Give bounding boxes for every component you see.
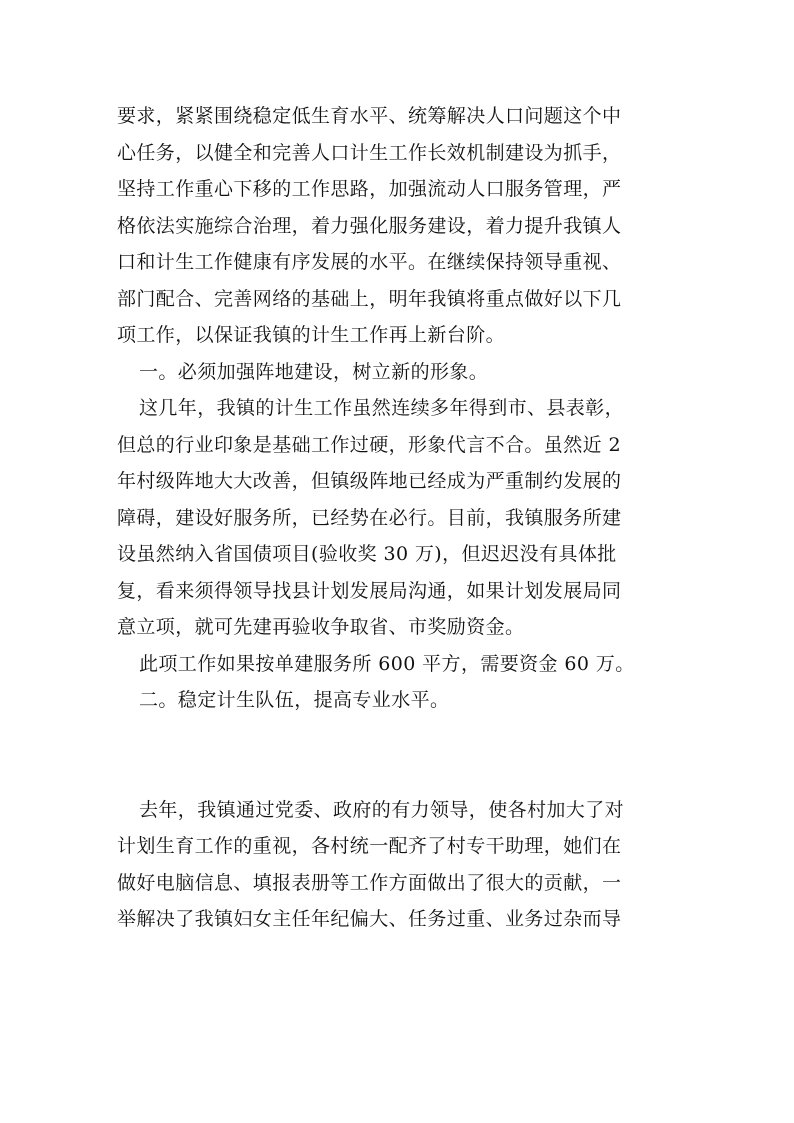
section-heading-2: 二。稳定计生队伍，提高专业水平。: [139, 689, 450, 711]
text-line: 坚持工作重心下移的工作思路，加强流动人口服务管理，严: [117, 178, 622, 200]
text-line: 计划生育工作的重视，各村统一配齐了村专干助理，她们在: [117, 835, 622, 857]
text-line: 这几年，我镇的计生工作虽然连续多年得到市、县表彰，: [139, 397, 625, 419]
paragraph-2: [117, 390, 687, 646]
text-line: 口和计生工作健康有序发展的水平。在继续保持领导重视、: [117, 251, 622, 273]
paragraph-4: [117, 792, 687, 938]
paragraph-3: 此项工作如果按单建服务所 600 平方，需要资金 60 万。: [139, 652, 635, 675]
text-line: 复，看来须得领导找县计划发展局沟通，如果计划发展局同: [117, 579, 622, 602]
text-line: 举解决了我镇妇女主任年纪偏大、任务过重、业务过杂而导: [117, 908, 622, 930]
text-line: 做好电脑信息、填报表册等工作方面做出了很大的贡献，一: [117, 871, 622, 894]
text-line: 意立项，就可先建再验收争取省、市奖励资金。: [117, 616, 525, 638]
document-body: [117, 98, 687, 938]
text-line: 要求，紧紧围绕稳定低生育水平、统筹解决人口问题这个中: [117, 105, 622, 127]
text-line: 心任务，以健全和完善人口计生工作长效机制建设为抓手，: [117, 141, 622, 164]
text-line: 年村级阵地大大改善，但镇级阵地已经成为严重制约发展的: [117, 470, 622, 492]
blank-space: [117, 719, 687, 792]
text-line: 障碍，建设好服务所，已经势在必行。目前，我镇服务所建: [117, 506, 622, 529]
text-line: 项工作，以保证我镇的计生工作再上新台阶。: [117, 324, 506, 346]
text-line: 但总的行业印象是基础工作过硬，形象代言不合。虽然近 2: [117, 433, 621, 456]
text-line: 格依法实施综合治理，着力强化服务建设，着力提升我镇人: [117, 214, 622, 237]
text-line: 设虽然纳入省国债项目(验收奖 30 万)，但迟迟没有具体批: [117, 543, 617, 565]
text-line: 去年，我镇通过党委、政府的有力领导，使各村加大了对: [139, 798, 625, 821]
section-heading-1: 一。必须加强阵地建设，树立新的形象。: [139, 360, 489, 383]
text-line: 部门配合、完善网络的基础上，明年我镇将重点做好以下几: [117, 287, 622, 310]
paragraph-1: [117, 98, 687, 354]
